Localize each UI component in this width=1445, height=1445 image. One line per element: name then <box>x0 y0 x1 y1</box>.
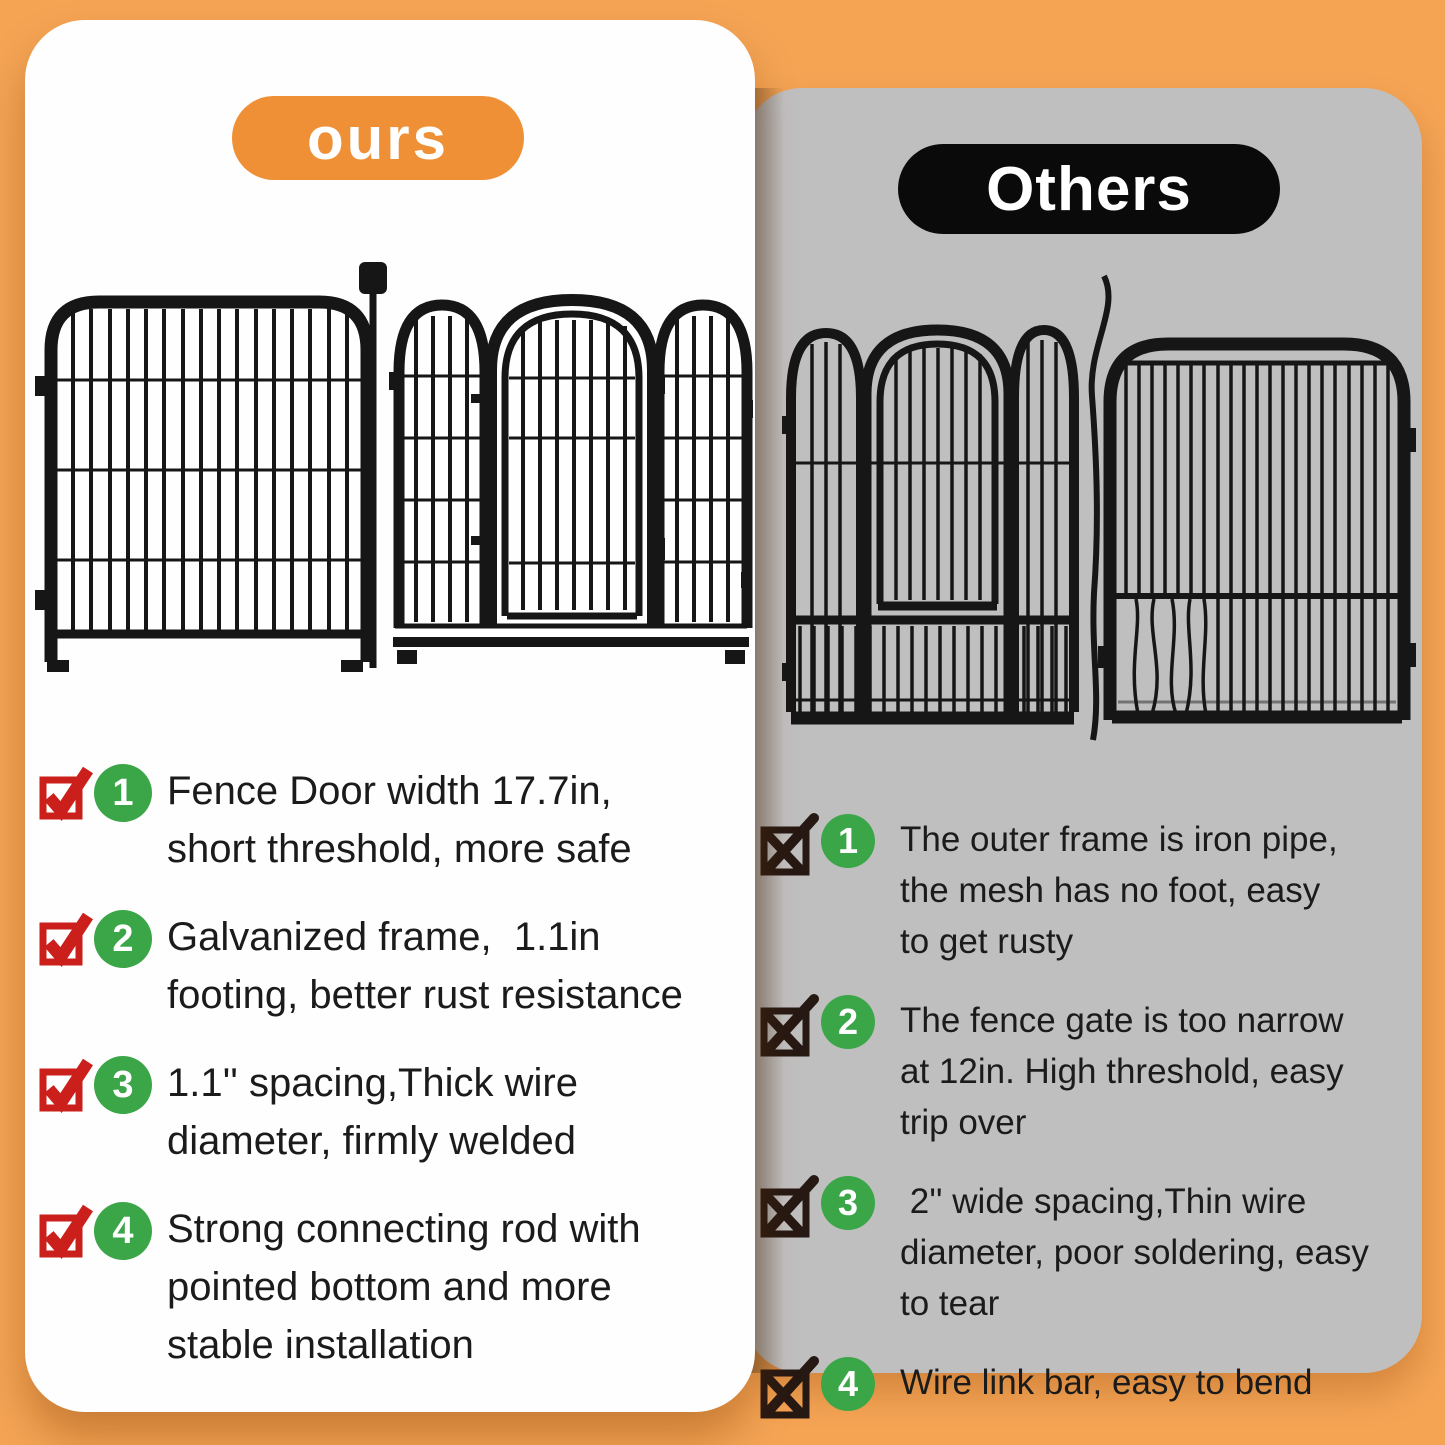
red-checked-checkbox-icon <box>39 1054 91 1116</box>
item-icon-cluster <box>39 908 167 970</box>
feature-item-ours-2 <box>39 908 745 1024</box>
number-badge: 3 <box>94 1056 152 1114</box>
item-icon-cluster <box>760 810 900 876</box>
feature-text: Fence Door width 17.7in, short threshold, more safe <box>167 769 632 871</box>
number-badge: 4 <box>821 1357 875 1411</box>
others-badge <box>898 144 1280 234</box>
item-icon-cluster <box>39 1054 167 1116</box>
ours-badge <box>232 96 524 180</box>
dark-x-checkbox-icon <box>760 1172 818 1238</box>
ours-feature-list <box>39 762 745 1374</box>
feature-item-ours-3 <box>39 1054 745 1170</box>
number-badge: 2 <box>821 995 875 1049</box>
feature-text: 2'' wide spacing,Thin wire diameter, poor soldering, easy to tear <box>900 1182 1369 1323</box>
number-badge: 3 <box>821 1176 875 1230</box>
ours-fence-image <box>35 260 757 672</box>
ours-badge-label: ours <box>306 104 450 172</box>
feature-text: The fence gate is too narrow at 12in. High threshold, easy trip over <box>900 1001 1344 1142</box>
red-checked-checkbox-icon <box>39 762 91 824</box>
feature-item-ours-4 <box>39 1200 745 1374</box>
item-icon-cluster <box>760 1172 900 1238</box>
feature-text: The outer frame is iron pipe, the mesh has no foot, easy to get rusty <box>900 820 1338 961</box>
others-fence-image <box>774 268 1422 744</box>
number-badge: 1 <box>821 814 875 868</box>
feature-text: Strong connecting rod with pointed bottom and more stable installation <box>167 1207 641 1367</box>
feature-text: Wire link bar, easy to bend <box>900 1363 1313 1402</box>
feature-item-ours-1 <box>39 762 745 878</box>
item-icon-cluster <box>760 991 900 1057</box>
feature-item-others-3 <box>760 1172 1406 1329</box>
dark-x-checkbox-icon <box>760 991 818 1057</box>
others-card <box>744 88 1422 1404</box>
dark-x-checkbox-icon <box>760 810 818 876</box>
feature-item-others-2 <box>760 991 1406 1148</box>
red-checked-checkbox-icon <box>39 1200 91 1262</box>
dark-x-checkbox-icon <box>760 1353 818 1419</box>
number-badge: 2 <box>94 910 152 968</box>
item-icon-cluster <box>39 1200 167 1262</box>
number-badge: 4 <box>94 1202 152 1260</box>
feature-text: Galvanized frame, 1.1in footing, better rust resistance <box>167 915 683 1017</box>
others-badge-label: Others <box>986 154 1192 224</box>
item-icon-cluster <box>39 762 167 824</box>
feature-item-others-4 <box>760 1353 1406 1419</box>
ours-card <box>25 20 755 1412</box>
others-feature-list <box>760 810 1406 1419</box>
feature-item-others-1 <box>760 810 1406 967</box>
red-checked-checkbox-icon <box>39 908 91 970</box>
feature-text: 1.1'' spacing,Thick wire diameter, firmly welded <box>167 1061 578 1163</box>
item-icon-cluster <box>760 1353 900 1419</box>
number-badge: 1 <box>94 764 152 822</box>
bent-wires <box>1134 599 1206 714</box>
